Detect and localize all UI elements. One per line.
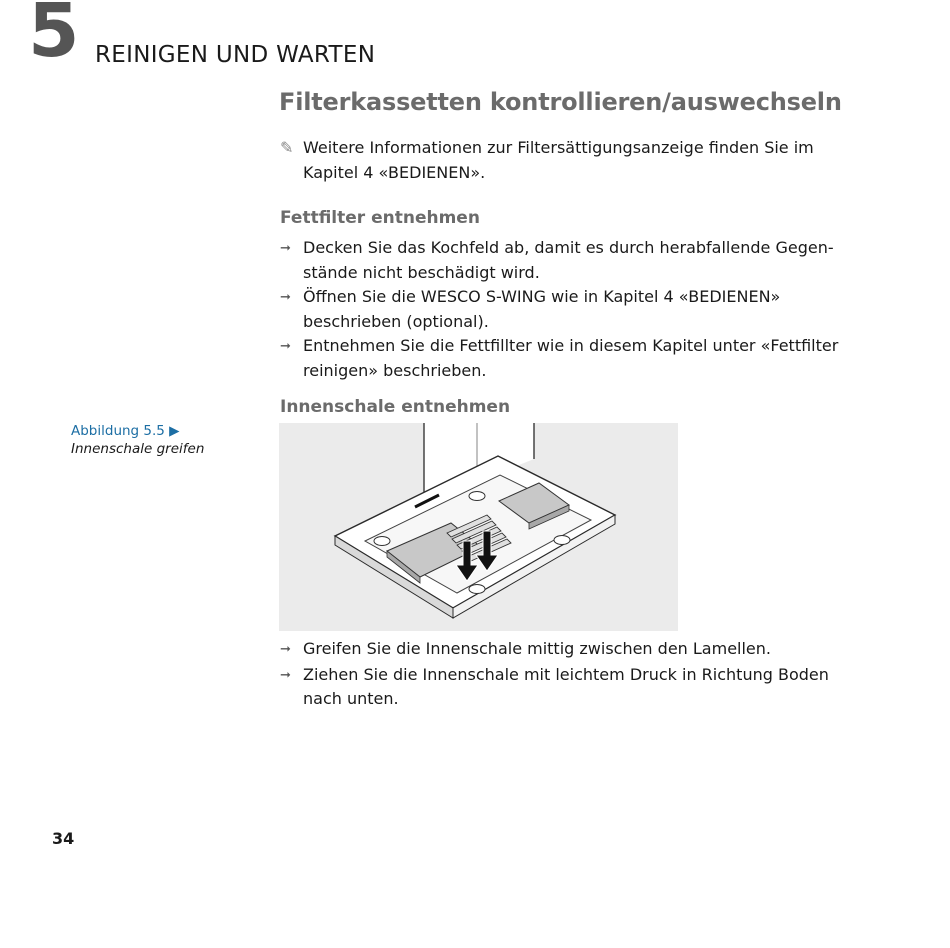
- step-text: Ziehen Sie die Innenschale mit leichtem Druck in Richtung Boden nach unten.: [303, 664, 829, 708]
- list-item: [280, 236, 840, 285]
- arrow-right-icon: ➞: [280, 642, 291, 657]
- hood-drawing: [279, 423, 678, 631]
- arrow-right-icon: ➞: [280, 241, 291, 256]
- arrow-right-icon: ➞: [280, 290, 291, 305]
- fettfilter-steps: [280, 236, 840, 383]
- step-text: Öffnen Sie die WESCO S-WING wie in Kapitel 4 «BEDIENEN» beschrieben (optional).: [303, 287, 781, 331]
- list-item: [280, 285, 840, 334]
- step-text: Decken Sie das Kochfeld ab, damit es durch herabfallende Gegen-stände nicht beschädigt wird.: [303, 238, 834, 282]
- arrow-right-icon: ➞: [280, 339, 291, 354]
- chapter-title: REINIGEN UND WARTEN: [95, 42, 376, 68]
- figure-caption-text: Innenschale greifen: [71, 441, 205, 457]
- section-title: Filterkassetten kontrollieren/auswechseln: [279, 88, 842, 116]
- page-number: 34: [52, 829, 75, 848]
- hood-illustration: [279, 423, 678, 631]
- figure-label: Abbildung 5.5 ▶: [71, 423, 180, 439]
- list-item: [280, 637, 840, 663]
- subheading-innenschale: Innenschale entnehmen: [280, 397, 511, 417]
- step-text: Entnehmen Sie die Fettfillter wie in diesem Kapitel unter «Fettfilter reinigen» beschrieben.: [303, 336, 839, 380]
- innenschale-steps: [280, 637, 840, 712]
- list-item: [280, 334, 840, 383]
- figure-caption: [71, 422, 204, 458]
- step-text: Greifen Sie die Innenschale mittig zwischen den Lamellen.: [303, 639, 771, 658]
- info-note-text: Weitere Informationen zur Filtersättigungsanzeige finden Sie im Kapitel 4 «BEDIENEN».: [303, 138, 814, 182]
- info-note: [280, 136, 840, 185]
- chapter-number: 5: [28, 0, 78, 74]
- subheading-fettfilter: Fettfilter entnehmen: [280, 208, 480, 228]
- arrow-right-icon: ➞: [280, 667, 291, 683]
- pencil-icon: ✎: [280, 138, 294, 157]
- list-item: [280, 663, 840, 712]
